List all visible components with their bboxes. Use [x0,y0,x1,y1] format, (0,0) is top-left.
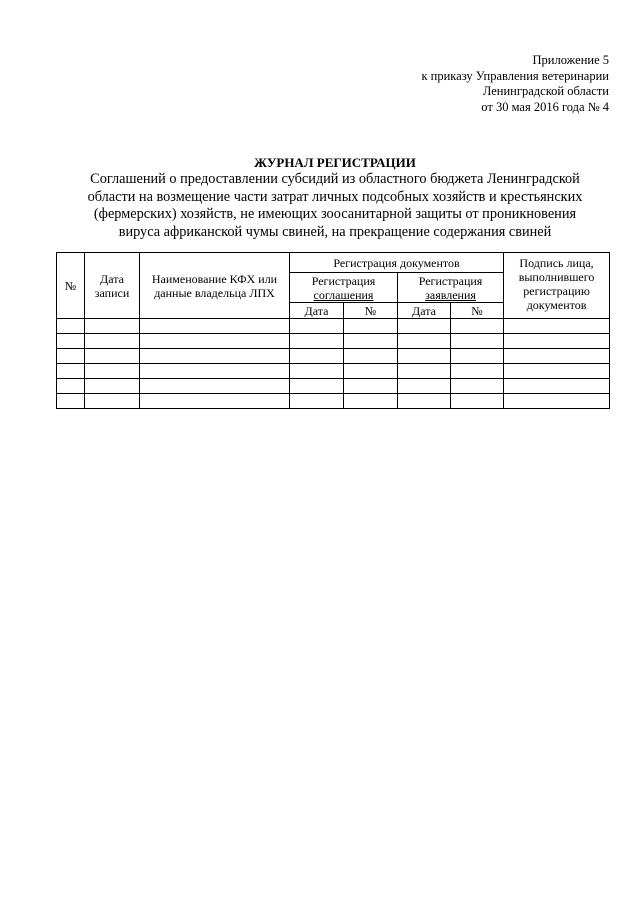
header-application-line: Регистрация [418,273,483,288]
table-cell [451,319,504,334]
table-cell [504,394,610,409]
table-cell [398,394,451,409]
header-application-registration [398,273,504,303]
table-cell [140,364,290,379]
table-cell [85,394,140,409]
journal-body [57,319,610,409]
table-cell [140,379,290,394]
subheader-agreement-date: Дата [290,303,344,319]
header-agreement-line: соглашения [313,287,374,302]
table-cell [57,379,85,394]
header-farm-name-line: Наименование КФХ или [151,271,278,286]
table-cell [85,379,140,394]
table-cell [504,319,610,334]
subheader-application-date: Дата [398,303,451,319]
header-farm-name-line: данные владельца ЛПХ [154,285,275,300]
subheader-agreement-number: № [344,303,398,319]
table-row [57,334,610,349]
table-cell [290,364,344,379]
table-cell [85,349,140,364]
table-cell [57,349,85,364]
table-cell [140,349,290,364]
table-cell [451,379,504,394]
table-cell [140,394,290,409]
table-cell [85,334,140,349]
header-number: № [57,253,85,319]
header-application-line: заявления [425,287,476,302]
table-row [57,319,610,334]
table-cell [451,334,504,349]
table-cell [57,334,85,349]
document-title: ЖУРНАЛ РЕГИСТРАЦИИ [254,155,416,170]
header-agreement-line: Регистрация [311,273,376,288]
header-agreement-registration [290,273,398,303]
registration-journal-table [56,252,610,409]
table-cell [504,349,610,364]
table-cell [290,394,344,409]
header-document-registration: Регистрация документов [290,253,504,273]
table-cell [140,334,290,349]
table-cell [290,379,344,394]
header-signature [504,253,610,319]
table-cell [344,379,398,394]
table-row [57,364,610,379]
table-cell [451,364,504,379]
table-cell [344,394,398,409]
table-cell [290,334,344,349]
header-entry-date [85,253,140,319]
table-cell [290,319,344,334]
table-cell [504,379,610,394]
subtitle-line: (фермерских) хозяйств, не имеющих зоосанитарной защиты от проникновения [93,206,577,222]
table-row [57,394,610,409]
title-block [50,155,620,241]
header-signature-line: Подпись лица, [519,256,594,270]
table-cell [57,394,85,409]
table-cell [398,349,451,364]
table-row [57,379,610,394]
subtitle-line: области на возмещение части затрат личных подсобных хозяйств и крестьянских [87,188,583,205]
subtitle-line: Соглашений о предоставлении субсидий из областного бюджета Ленинградской [90,171,580,187]
table-cell [57,364,85,379]
table-cell [504,334,610,349]
table-cell [398,334,451,349]
table-cell [344,334,398,349]
table-cell [85,319,140,334]
header-signature-line: выполнившего [518,270,595,284]
table-cell [398,319,451,334]
table-cell [85,364,140,379]
table-cell [344,349,398,364]
table-cell [504,364,610,379]
table-cell [398,364,451,379]
header-signature-line: документов [526,298,587,312]
header-entry-date-line: Дата [100,271,124,286]
table-row [57,349,610,364]
appendix-line: Приложение 5 [532,53,609,67]
table-cell [140,319,290,334]
table-cell [344,319,398,334]
subheader-application-number: № [451,303,504,319]
table-cell [57,319,85,334]
appendix-line: к приказу Управления ветеринарии [421,68,609,83]
table-cell [398,379,451,394]
document-subtitle [50,171,620,241]
table-cell [451,394,504,409]
appendix-line: от 30 мая 2016 года № 4 [481,99,609,114]
table-cell [451,349,504,364]
header-entry-date-line: записи [94,285,130,300]
table-cell [290,349,344,364]
header-signature-line: регистрацию [523,284,590,298]
appendix-block [289,53,609,115]
table-cell [344,364,398,379]
appendix-line: Ленинградской области [482,84,609,98]
subtitle-line: вируса африканской чумы свиней, на прекращение содержания свиней [118,223,552,240]
header-farm-name [140,253,290,319]
